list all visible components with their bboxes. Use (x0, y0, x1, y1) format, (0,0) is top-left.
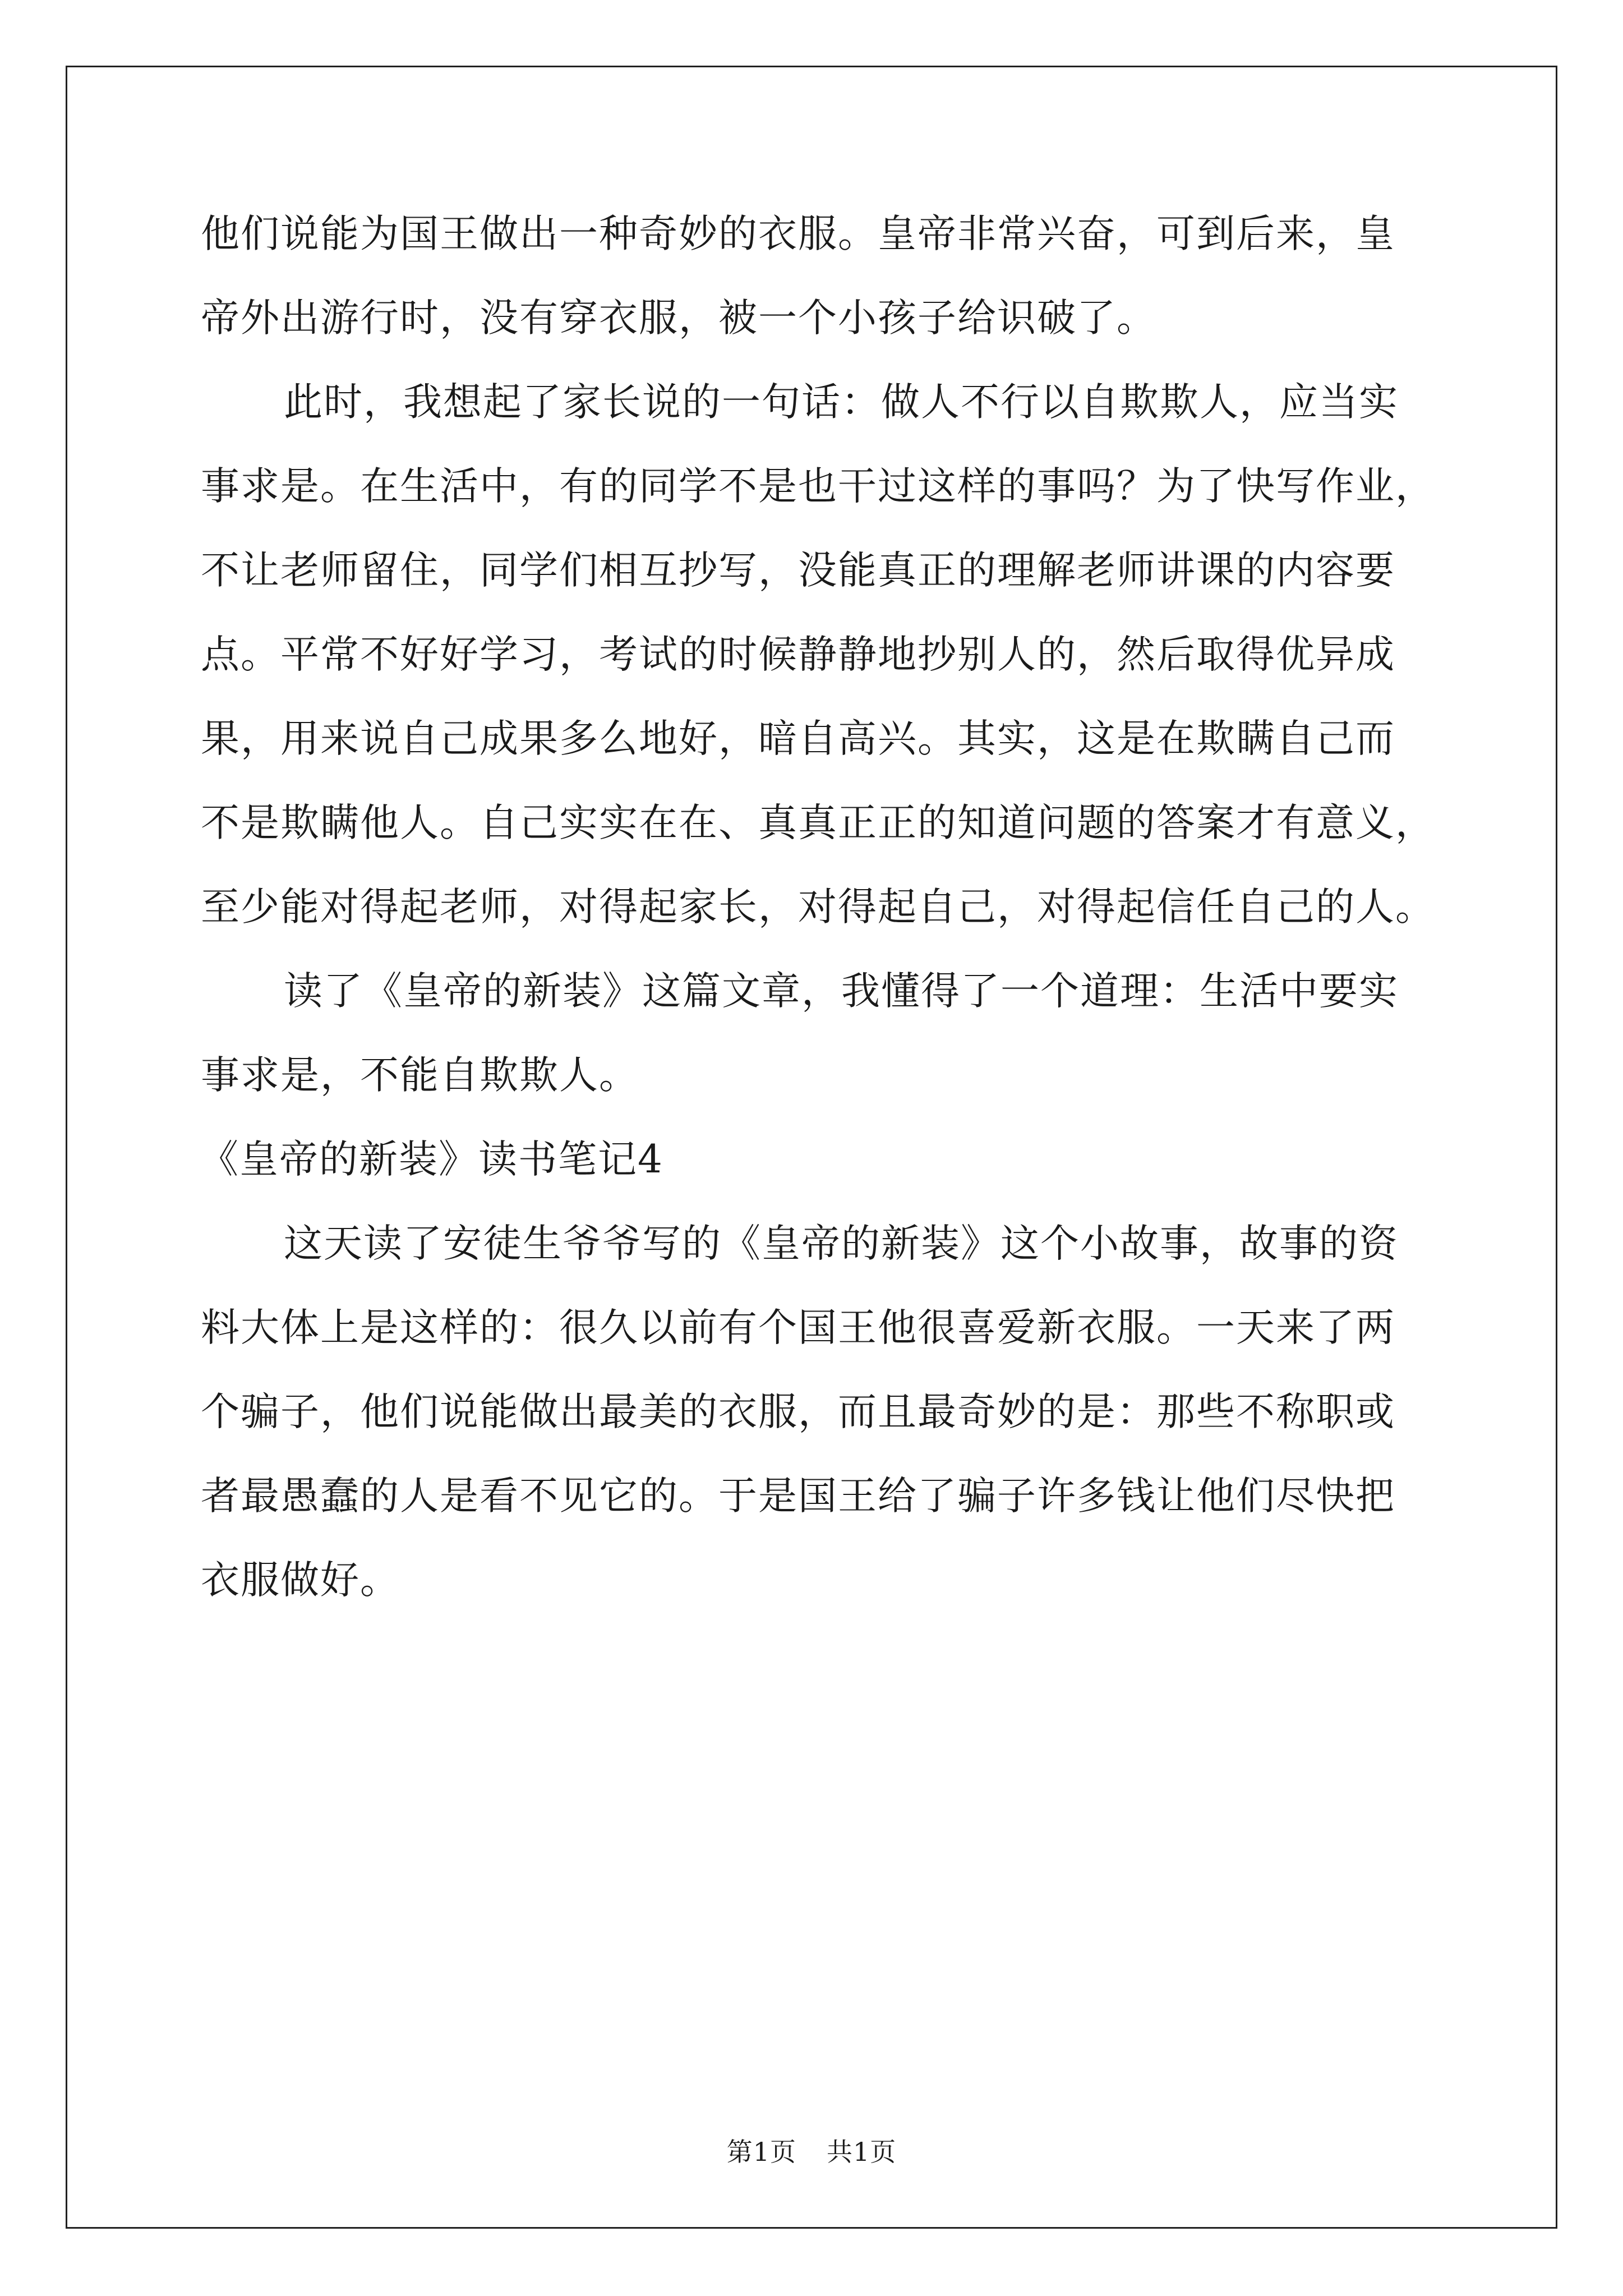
page-footer (0, 2135, 1623, 2169)
paragraph-line: 果，用来说自己成果多么地好，暗自高兴。其实，这是在欺瞒自己而 (201, 716, 1395, 761)
document-body (201, 213, 1435, 1644)
paragraph-line: 至少能对得起老师，对得起家长，对得起自己，对得起信任自己的人。 (201, 885, 1435, 930)
paragraph-line: 料大体上是这样的：很久以前有个国王他很喜爱新衣服。一天来了两 (201, 1305, 1395, 1350)
paragraph-line: 不让老师留住，同学们相互抄写，没能真正的理解老师讲课的内容要 (201, 548, 1395, 593)
paragraph-line: 这天读了安徒生爷爷写的《皇帝的新装》这个小故事，故事的资 (284, 1221, 1399, 1266)
paragraph-line: 事求是，不能自欺欺人。 (201, 1053, 639, 1098)
paragraph-line: 此时，我想起了家长说的一句话：做人不行以自欺欺人，应当实 (284, 380, 1399, 425)
page-number: 第1页 (726, 2137, 796, 2167)
paragraph-line: 读了《皇帝的新装》这篇文章，我懂得了一个道理：生活中要实 (284, 969, 1399, 1014)
paragraph-line: 事求是。在生活中，有的同学不是也干过这样的事吗？为了快写作业， (201, 464, 1435, 509)
paragraph-line: 个骗子，他们说能做出最美的衣服，而且最奇妙的是：那些不称职或 (201, 1389, 1395, 1434)
paragraph-line: 他们说能为国王做出一种奇妙的衣服。皇帝非常兴奋，可到后来，皇 (201, 211, 1395, 256)
paragraph-line: 衣服做好。 (201, 1558, 400, 1603)
page-total: 共1页 (827, 2137, 897, 2167)
section-heading: 《皇帝的新装》读书笔记4 (200, 1137, 663, 1182)
paragraph-line: 点。平常不好好学习，考试的时候静静地抄别人的，然后取得优异成 (201, 632, 1395, 677)
paragraph-line: 者最愚蠢的人是看不见它的。于是国王给了骗子许多钱让他们尽快把 (201, 1474, 1395, 1519)
paragraph-line: 帝外出游行时，没有穿衣服，被一个小孩子给识破了。 (201, 296, 1156, 341)
paragraph-line: 不是欺瞒他人。自己实实在在、真真正正的知道问题的答案才有意义， (201, 800, 1435, 845)
